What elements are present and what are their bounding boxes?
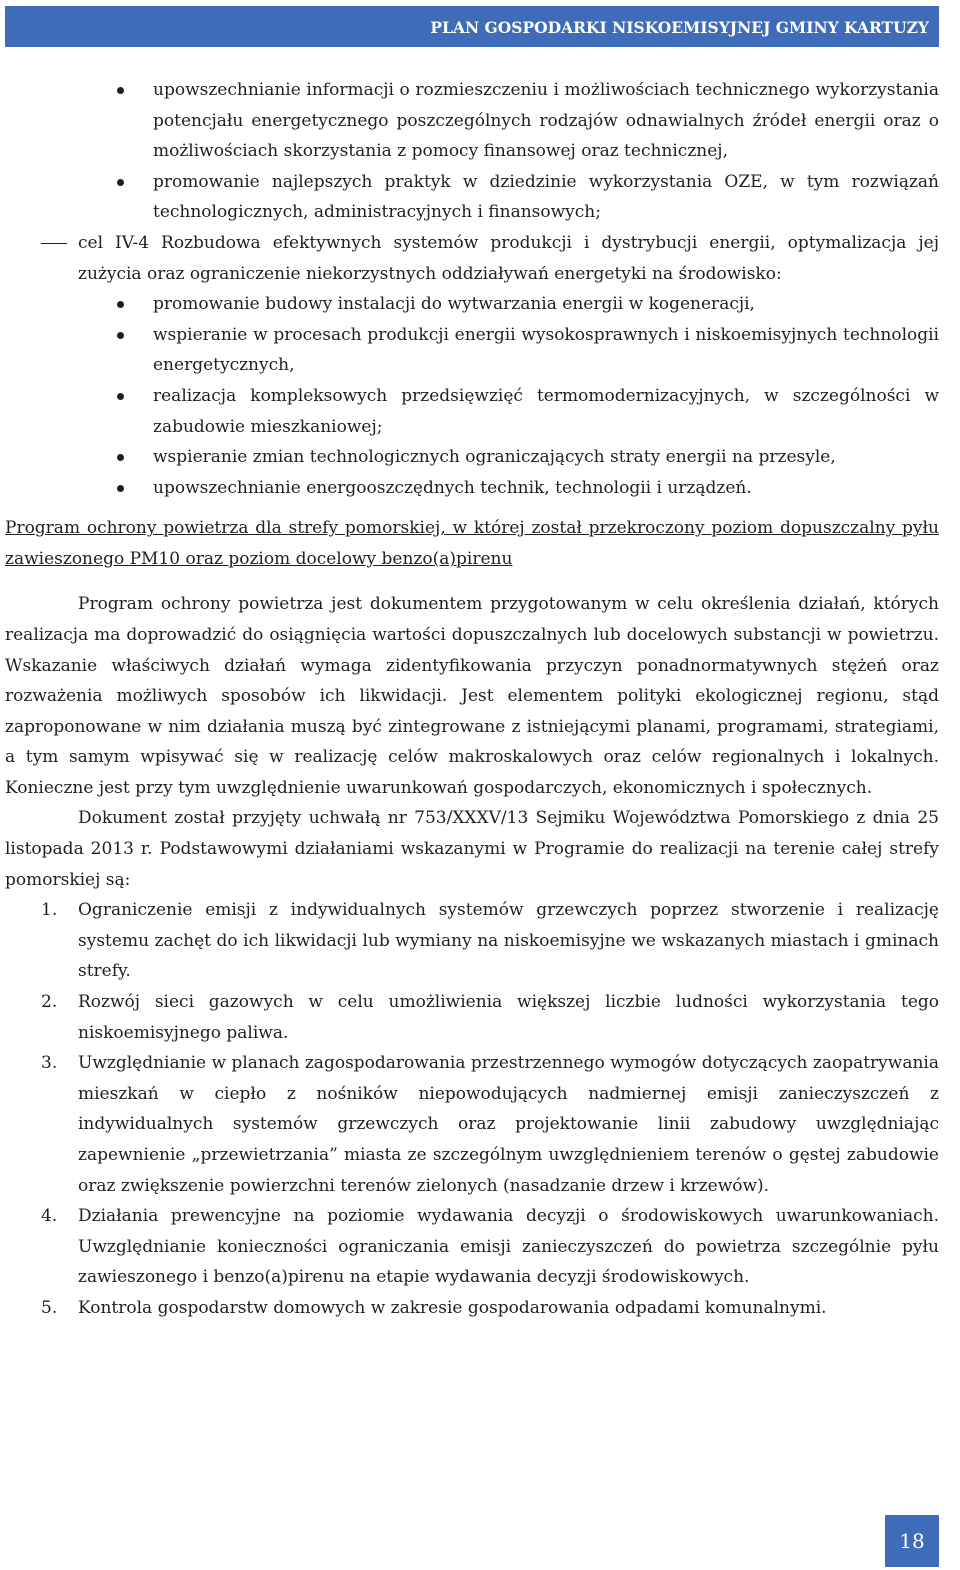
item-text: Rozwój sieci gazowych w celu umożliwienia większej liczbie ludności wykorzystania tego niskoemisyjnego paliwa.	[78, 992, 939, 1043]
dash-marker	[41, 243, 67, 245]
item-text: Kontrola gospodarstw domowych w zakresie gospodarowania odpadami komunalnymi.	[78, 1297, 827, 1318]
list-item: realizacja kompleksowych przedsięwzięć termomodernizacyjnych, w szczególności w zabudowie mieszkaniowej;	[5, 381, 939, 442]
goal-text: cel IV-4 Rozbudowa efektywnych systemów produkcji i dystrybucji energii, optymalizacja jej zużycia oraz ograniczenie niekorzystnych oddziaływań energetyki na środowisko:	[78, 232, 939, 284]
page-number: 18	[899, 1529, 925, 1553]
paragraph: Dokument został przyjęty uchwałą nr 753/XXXV/13 Sejmiku Województwa Pomorskiego z dnia 25 listopada 2013 r. Podstawowymi działaniami wskazanymi w Programie do realizacji na terenie całej strefy pomorskiej są:	[5, 808, 939, 890]
numbered-item	[5, 895, 939, 987]
item-number: 4.	[41, 1206, 58, 1227]
item-number: 1.	[41, 900, 58, 921]
numbered-item	[5, 1048, 939, 1201]
list-item: upowszechnianie energooszczędnych technik, technologii i urządzeń.	[5, 473, 939, 504]
bullet-list-top	[5, 75, 939, 228]
numbered-item	[5, 987, 939, 1048]
page-header	[5, 6, 939, 47]
list-item: wspieranie zmian technologicznych ograniczających straty energii na przesyle,	[5, 442, 939, 473]
numbered-item	[5, 1201, 939, 1293]
list-item: promowanie najlepszych praktyk w dziedzinie wykorzystania OZE, w tym rozwiązań technologicznych, administracyjnych i finansowych;	[5, 167, 939, 228]
section-heading: Program ochrony powietrza dla strefy pomorskiej, w której został przekroczony poziom dopuszczalny pyłu zawieszonego PM10 oraz poziom docelowy benzo(a)pirenu	[5, 518, 939, 570]
item-text: Uwzględnianie w planach zagospodarowania przestrzennego wymogów dotyczących zaopatrywania mieszkań w ciepło z nośników niepowodujących nadmiernej emisji zanieczyszczeń z indywidualnych systemów grzewczych oraz projektowanie linii zabudowy uwzględniając zapewnienie „przewietrzania” miasta ze szczególnym uwzględnieniem terenów o gęstej zabudowie oraz zwiększenie powierzchni terenów zielonych (nasadzanie drzew i krzewów).	[78, 1053, 939, 1196]
header-title: PLAN GOSPODARKI NISKOEMISYJNEJ GMINY KARTUZY	[430, 18, 929, 37]
list-item: promowanie budowy instalacji do wytwarzania energii w kogeneracji,	[5, 289, 939, 320]
goal-item	[5, 228, 939, 289]
numbered-list	[5, 895, 939, 1323]
item-text: Działania prewencyjne na poziomie wydawania decyzji o środowiskowych uwarunkowaniach. Uwzględnianie konieczności ograniczania emisji zanieczyszczeń do powietrza szczególnie pyłu zawieszonego i benzo(a)pirenu na etapie wydawania decyzji środowiskowych.	[78, 1206, 939, 1288]
paragraph: Program ochrony powietrza jest dokumentem przygotowanym w celu określenia działań, których realizacja ma doprowadzić do osiągnięcia wartości dopuszczalnych lub docelowych substancji w powietrzu. Wskazanie właściwych działań wymaga zidentyfikowania przyczyn ponadnormatywnych stężeń oraz rozważenia możliwych sposobów ich likwidacji. Jest elementem polityki ekologicznej regionu, stąd zaproponowane w nim działania muszą być zintegrowane z istniejącymi planami, programami, strategiami, a tym samym wpisywać się w realizację celów makroskalowych oraz celów regionalnych i lokalnych. Konieczne jest przy tym uwzględnienie uwarunkowań gospodarczych, ekonomicznych i społecznych.	[5, 594, 939, 798]
numbered-item	[5, 1293, 939, 1324]
list-item: upowszechnianie informacji o rozmieszczeniu i możliwościach technicznego wykorzystania potencjału energetycznego poszczególnych rodzajów odnawialnych źródeł energii oraz o możliwościach skorzystania z pomocy finansowej oraz technicznej,	[5, 75, 939, 167]
page-number-box	[885, 1515, 939, 1567]
item-number: 3.	[41, 1053, 58, 1074]
item-text: Ograniczenie emisji z indywidualnych systemów grzewczych poprzez stworzenie i realizację systemu zachęt do ich likwidacji lub wymiany na niskoemisyjne we wskazanych miastach i gminach strefy.	[78, 900, 939, 982]
item-number: 2.	[41, 992, 58, 1013]
bullet-list-goal	[5, 289, 939, 503]
document-body	[5, 75, 939, 1324]
list-item: wspieranie w procesach produkcji energii wysokosprawnych i niskoemisyjnych technologii energetycznych,	[5, 320, 939, 381]
item-number: 5.	[41, 1297, 58, 1318]
